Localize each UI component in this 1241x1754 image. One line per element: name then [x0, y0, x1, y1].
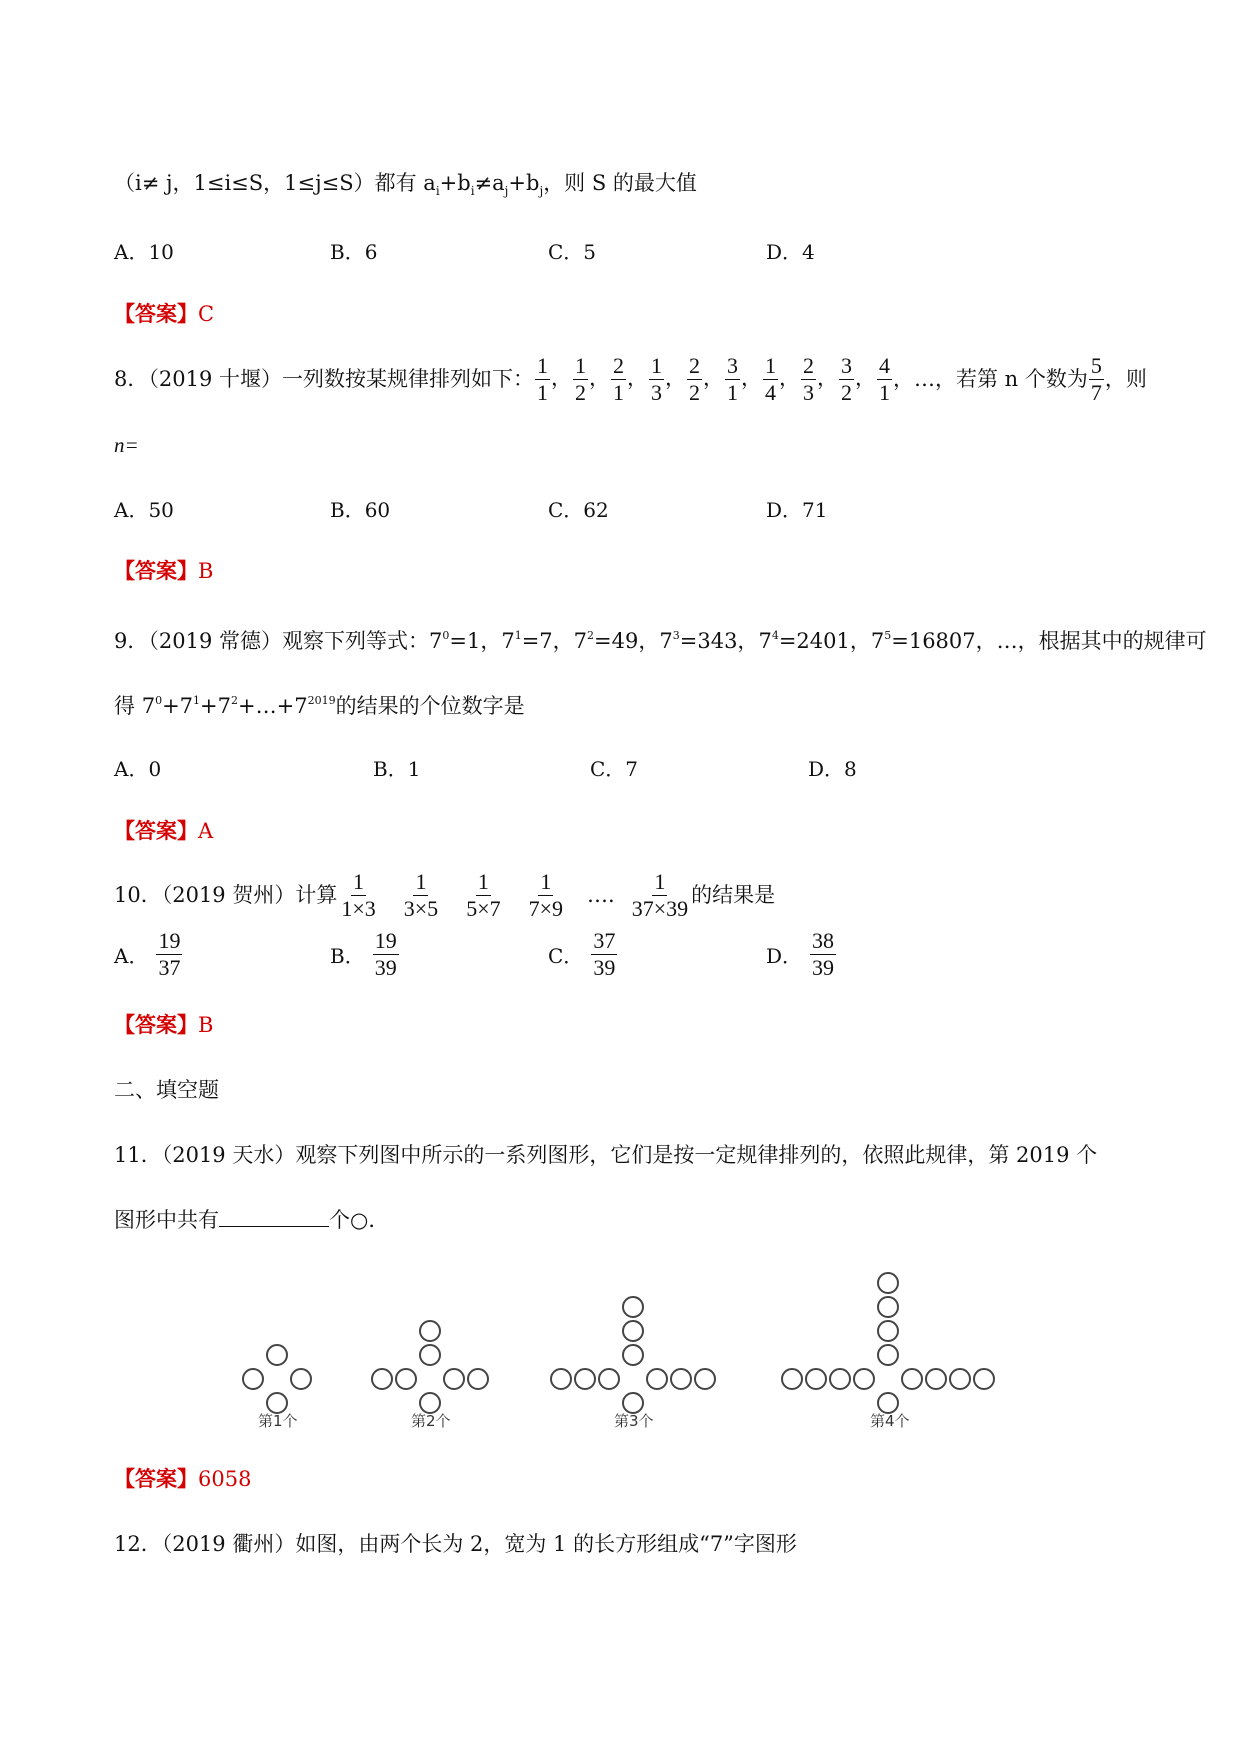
pattern-circle	[671, 1369, 691, 1389]
q8-ellipsis: ，…，若第 n 个数为	[892, 367, 1088, 391]
q7-option-b: B．6	[330, 240, 378, 264]
pattern-circle	[623, 1321, 643, 1341]
q11-suffix: 个○．	[329, 1208, 390, 1232]
q7-option-a: A．10	[114, 240, 174, 264]
q7-mid1: +b	[439, 171, 471, 195]
answer-value: C	[198, 302, 215, 326]
fraction-denominator: 7×9	[528, 895, 564, 921]
q10-prefix: 10．（2019 贺州）计算	[114, 883, 338, 907]
fraction-denominator: 1	[878, 379, 890, 405]
answer-blank	[219, 1206, 329, 1227]
comma: ，	[702, 365, 724, 390]
q7-option-d: D．4	[766, 240, 815, 264]
q7-sub: j	[539, 184, 544, 199]
pattern-circle	[926, 1369, 946, 1389]
pattern-circle	[444, 1369, 464, 1389]
q11-prefix: 图形中共有	[114, 1208, 219, 1232]
fraction-numerator: 19	[374, 928, 397, 953]
q7-sub: i	[435, 184, 440, 199]
q11-answer	[114, 1466, 251, 1492]
fraction-denominator: 3	[650, 379, 662, 405]
fraction	[464, 869, 502, 922]
q9-suffix: …，根据其中的规律可	[996, 629, 1207, 653]
exponent: 2	[587, 629, 595, 642]
fraction-numerator: 38	[812, 928, 835, 953]
fraction-numerator: 1	[654, 868, 666, 894]
pattern-circle	[420, 1321, 440, 1341]
fraction	[687, 353, 702, 406]
pattern-circle	[267, 1345, 287, 1365]
pattern-circle	[599, 1369, 619, 1389]
fraction	[810, 928, 836, 981]
fraction-numerator: 1	[764, 352, 776, 378]
fraction-denominator: 7	[1090, 379, 1102, 405]
comma: ，	[778, 365, 800, 390]
answer-label: 【答案】	[114, 558, 198, 583]
exponent: 2019	[307, 694, 336, 707]
fraction-numerator: 1	[415, 868, 427, 894]
q8-target-fraction	[1089, 353, 1104, 406]
fraction-numerator: 1	[536, 352, 548, 378]
q9-line2-suffix: 的结果的个位数字是	[335, 694, 525, 718]
pattern-circle	[396, 1369, 416, 1389]
pattern-circle	[623, 1297, 643, 1317]
pattern-circle	[806, 1369, 826, 1389]
q7-sub: i	[470, 184, 475, 199]
pattern-circle	[372, 1369, 392, 1389]
fraction-denominator: 1	[536, 379, 548, 405]
fraction	[339, 869, 377, 922]
q7-option-c: C．5	[548, 240, 597, 264]
q8-option-c: C．62	[548, 498, 609, 522]
answer-label: 【答案】	[114, 818, 198, 843]
fraction-denominator: 1×3	[341, 895, 376, 921]
figure-caption-2: 第2个	[411, 1412, 451, 1430]
fraction	[763, 353, 778, 406]
pattern-circle	[420, 1345, 440, 1365]
q9-option-a: A．0	[114, 757, 162, 781]
fraction	[527, 869, 565, 922]
pattern-circle	[623, 1345, 643, 1365]
q10-line	[114, 865, 775, 925]
fraction-numerator: 4	[878, 352, 890, 378]
fraction-numerator: 2	[688, 352, 700, 378]
comma: ，	[816, 365, 838, 390]
pattern-circle	[878, 1273, 898, 1293]
answer-label: 【答案】	[114, 1466, 198, 1491]
fraction	[839, 353, 854, 406]
q10-answer	[114, 1012, 213, 1038]
q7-tail: ，则 S 的最大值	[543, 171, 697, 195]
exponent: 2	[231, 694, 239, 707]
figure-caption-3: 第3个	[614, 1412, 654, 1430]
q9-line2	[114, 688, 525, 719]
fraction-denominator: 39	[593, 955, 616, 980]
fraction	[573, 353, 588, 406]
fraction-denominator: 3×5	[403, 895, 439, 921]
power-result: =2401，	[778, 629, 871, 653]
q9-option-c: C．7	[590, 757, 639, 781]
q8-option-b: B．60	[330, 498, 391, 522]
fraction-denominator: 39	[812, 955, 835, 980]
option-label: D．	[766, 944, 803, 968]
q8-prefix: 8．（2019 十堰）一列数按某规律排列如下：	[114, 367, 534, 391]
fraction-numerator: 3	[840, 352, 852, 378]
option-label: B．	[330, 944, 365, 968]
q10-option	[548, 928, 618, 981]
fraction-numerator: 1	[540, 868, 552, 894]
fraction	[649, 353, 664, 406]
fraction-numerator: 1	[574, 352, 586, 378]
fraction-numerator: 2	[802, 352, 814, 378]
exponent: 0	[155, 694, 163, 707]
exponent: 1	[514, 629, 522, 642]
fraction-denominator: 2	[574, 379, 586, 405]
answer-value: B	[198, 1013, 214, 1037]
power-result: =49，	[594, 629, 660, 653]
q9-line2-prefix: 得	[114, 694, 142, 718]
comma: ，	[740, 365, 762, 390]
answer-value: A	[198, 819, 214, 843]
q10-option	[114, 928, 183, 981]
pattern-circle	[950, 1369, 970, 1389]
q10-suffix: 的结果是	[691, 883, 776, 907]
fraction-numerator: 1	[477, 868, 489, 894]
fraction-denominator: 1	[612, 379, 624, 405]
operator: +…+	[238, 694, 295, 718]
figure-caption-1: 第1个	[258, 1412, 298, 1430]
pattern-circle	[830, 1369, 850, 1389]
fraction-numerator: 19	[158, 928, 181, 953]
fraction	[402, 869, 440, 922]
fraction	[877, 353, 892, 406]
pattern-circle	[878, 1297, 898, 1317]
fraction-numerator: 2	[612, 352, 624, 378]
power-result: =7，	[521, 629, 574, 653]
pattern-circle	[902, 1369, 922, 1389]
q7-neq: ≠a	[474, 171, 505, 195]
pattern-circle	[974, 1369, 994, 1389]
q9-option-b: B．1	[373, 757, 421, 781]
comma: ，	[664, 365, 686, 390]
q10-option	[766, 928, 837, 981]
fraction	[725, 353, 740, 406]
pattern-circle	[468, 1369, 488, 1389]
answer-label: 【答案】	[114, 301, 198, 326]
q9-answer	[114, 818, 213, 844]
figure-caption-4: 第4个	[870, 1412, 910, 1430]
fraction	[156, 928, 182, 981]
fraction-denominator: 2	[840, 379, 852, 405]
pattern-circle	[878, 1345, 898, 1365]
pattern-circle	[243, 1369, 263, 1389]
option-label: C．	[548, 944, 584, 968]
answer-value: 6058	[198, 1467, 252, 1491]
q11-line1: 11．（2019 天水）观察下列图中所示的一系列图形，它们是按一定规律排列的，依照此规律，第 2019 个	[114, 1143, 1098, 1167]
exponent: 3	[672, 629, 680, 642]
q9-prefix: 9．（2019 常德）观察下列等式：	[114, 629, 429, 653]
pattern-circle	[551, 1369, 571, 1389]
fraction-denominator: 37×39	[631, 895, 689, 921]
fraction-numerator: 37	[593, 928, 616, 953]
fraction	[373, 928, 399, 981]
q7-answer	[114, 301, 214, 327]
pattern-circle	[291, 1369, 311, 1389]
power-result: =1，	[449, 629, 502, 653]
power-result: =343，	[679, 629, 759, 653]
pattern-circle	[695, 1369, 715, 1389]
q8-suffix: ，则	[1104, 367, 1147, 391]
section-heading: 二、填空题	[114, 1078, 219, 1102]
fraction-denominator: 1	[726, 379, 738, 405]
fraction-numerator: 3	[726, 352, 738, 378]
fraction-denominator: 39	[374, 955, 397, 980]
q9-line1	[114, 623, 1207, 654]
operator: +	[162, 694, 180, 718]
comma: ，	[550, 365, 572, 390]
exponent: 0	[442, 629, 450, 642]
pattern-circle	[782, 1369, 802, 1389]
comma: ，	[588, 365, 610, 390]
q9-sum: $7^0+7^1+7^2+\dots+7^{2019}$	[141, 694, 336, 718]
q8-answer	[114, 558, 213, 584]
fraction	[535, 353, 550, 406]
fraction-numerator: 1	[650, 352, 662, 378]
q7-sub: j	[504, 184, 509, 199]
q7-condition: （i≠ j，1≤i≤S，1≤j≤S）都有 a	[114, 171, 436, 195]
q11-line2	[114, 1206, 389, 1233]
pattern-circle	[647, 1369, 667, 1389]
q10-last-fraction	[630, 869, 690, 922]
operator: +	[200, 694, 218, 718]
fraction-denominator: 4	[764, 379, 776, 405]
fraction-denominator: 2	[688, 379, 700, 405]
pattern-circle	[878, 1321, 898, 1341]
power-result: =16807，	[891, 629, 997, 653]
q8-line2: n=	[114, 433, 139, 457]
exponent: 4	[771, 629, 779, 642]
q7-mid2: +b	[508, 171, 540, 195]
fraction	[591, 928, 617, 981]
fraction-denominator: 37	[158, 955, 181, 980]
answer-value: B	[198, 559, 214, 583]
fraction-denominator: 3	[802, 379, 814, 405]
comma: ，	[854, 365, 876, 390]
q9-powers: $7^0=1$，$7^1=7$，$7^2=49$，$7^3=343$，$7^4=2401$，$7^5=16807$，	[428, 629, 997, 653]
pattern-circle	[854, 1369, 874, 1389]
exponent: 5	[884, 629, 892, 642]
fraction	[801, 353, 816, 406]
q9-option-d: D．8	[808, 757, 857, 781]
q8-line	[114, 349, 1147, 409]
pattern-circle	[575, 1369, 595, 1389]
exponent: 1	[193, 694, 201, 707]
comma: ，	[626, 365, 648, 390]
fraction-denominator: 5×7	[466, 895, 501, 921]
q10-fraction-list	[337, 869, 577, 922]
q7-condition-line	[114, 170, 697, 204]
q8-option-a: A．50	[114, 498, 174, 522]
q10-dots: ….	[587, 883, 615, 907]
q12-line: 12．（2019 衢州）如图，由两个长为 2，宽为 1 的长方形组成“7”字图形	[114, 1532, 797, 1556]
q10-option	[330, 928, 400, 981]
q8-fraction-list	[534, 353, 893, 406]
fraction	[611, 353, 626, 406]
fraction-numerator: 5	[1090, 352, 1102, 378]
q8-option-d: D．71	[766, 498, 828, 522]
fraction-numerator: 1	[353, 868, 365, 894]
option-label: A．	[114, 944, 149, 968]
answer-label: 【答案】	[114, 1012, 198, 1037]
